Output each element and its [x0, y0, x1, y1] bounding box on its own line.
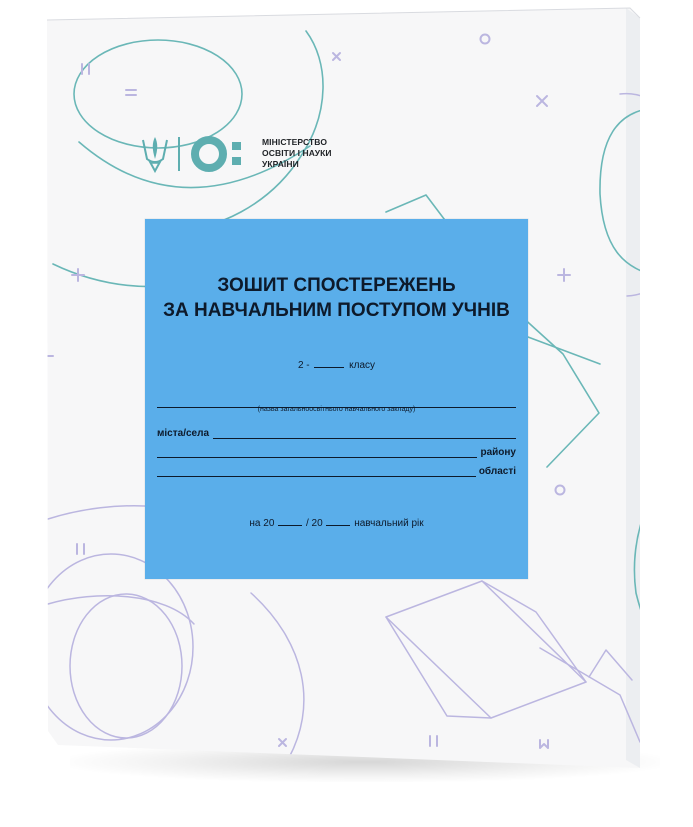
- ministry-line-2: ОСВІТИ І НАУКИ: [262, 148, 332, 158]
- ministry-logo: [140, 134, 360, 176]
- oblast-label: області: [478, 466, 516, 477]
- city-blank[interactable]: [213, 428, 516, 439]
- notebook-title: [145, 273, 528, 323]
- class-suffix: класу: [349, 360, 376, 371]
- oblast-blank[interactable]: [157, 466, 476, 477]
- ministry-line-1: МІНІСТЕРСТВО: [262, 137, 328, 147]
- year-prefix: на 20: [249, 518, 275, 529]
- title-panel: [145, 219, 528, 579]
- title-line-1: ЗОШИТ СПОСТЕРЕЖЕНЬ: [217, 275, 456, 296]
- year-start-blank[interactable]: [278, 516, 302, 526]
- logo-divider: [178, 137, 180, 171]
- ministry-name: [262, 137, 358, 170]
- ministry-line-3: УКРАЇНИ: [262, 159, 299, 169]
- trident-icon: [140, 135, 170, 173]
- rayon-row: [157, 444, 516, 458]
- school-year-line: [145, 516, 528, 529]
- class-prefix: 2 -: [297, 360, 310, 371]
- year-middle: / 20: [305, 518, 323, 529]
- oe-logo-icon: [191, 135, 253, 173]
- oblast-row: [157, 463, 516, 477]
- class-blank[interactable]: [314, 358, 344, 368]
- title-line-2: ЗА НАВЧАЛЬНИМ ПОСТУПОМ УЧНІВ: [163, 300, 510, 321]
- year-end-blank[interactable]: [326, 516, 350, 526]
- city-row: [157, 425, 516, 439]
- school-name-note: (назва загальноосвітнього навчального закладу): [257, 406, 416, 413]
- rayon-blank[interactable]: [157, 447, 477, 458]
- city-label: міста/села: [157, 428, 210, 439]
- rayon-label: району: [480, 447, 516, 458]
- year-suffix: навчальний рік: [354, 518, 424, 529]
- class-line: [145, 358, 528, 371]
